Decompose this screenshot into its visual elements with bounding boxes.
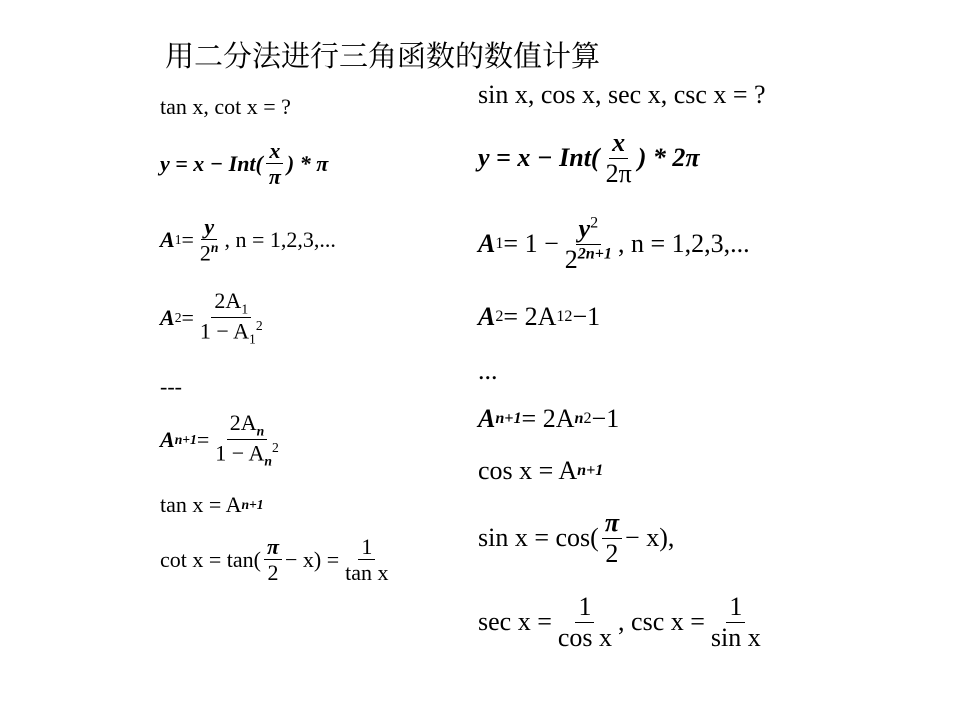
left-question [160,94,291,120]
right-y-rhs: ) * 2π [637,143,700,173]
left-cot-num: π [264,534,282,560]
left-a1-tail: , n = 1,2,3,... [224,226,336,252]
left-dots [160,374,182,400]
left-cot-den2: tan x [345,560,389,586]
left-an1-den-sup: 2 [271,440,279,456]
left-an1-lhs-sub: n+1 [174,431,197,447]
left-a2-fraction [197,288,266,347]
left-an1-eq: = [196,426,210,452]
right-a1-num-sup: 2 [590,214,599,232]
right-csc-num: 1 [726,592,745,623]
right-cos-lhs: cos x = A [478,456,578,485]
right-a1-lhs: A [478,229,496,259]
left-a1-fraction [197,214,222,266]
right-a2-eq: = 2A [503,302,557,331]
right-y-num: x [609,128,628,159]
left-an1-den [212,440,281,469]
right-a2-lhs-sub: 2 [495,308,504,325]
left-a1-den [197,240,222,266]
left-y-den: π [268,164,281,190]
slide-title: 用二分法进行三角函数的数值计算 [165,39,601,73]
right-question [478,80,766,110]
right-a1-num-base: y [578,214,591,243]
right-dots-text: ... [478,356,498,385]
left-a2-eq: = [181,304,194,330]
left-a2-num-sub: 1 [241,301,249,317]
left-a2-equation [160,288,269,347]
right-a1-den-base: 2 [564,244,578,274]
left-tan-sub: n+1 [241,497,264,512]
left-cot-den: 2 [267,560,279,586]
left-an1-den-sub: n [264,453,272,469]
right-a1-eq: = 1 − [503,229,559,259]
right-a2-sub: 1 [556,308,565,325]
right-y-den: 2π [605,158,632,188]
right-sec-lhs: sec x = [478,607,552,637]
left-cot-lhs: cot x = tan( [160,546,261,572]
left-a2-den [197,318,266,347]
left-y-fraction [266,138,284,190]
left-a1-lhs-sub: 1 [174,231,182,247]
left-a2-den-sub: 1 [249,331,256,347]
right-an1-eq: = 2A [521,404,575,433]
left-y-equation [160,138,328,190]
left-cot-equation [160,534,395,586]
right-sec-mid: , csc x = [618,607,705,637]
left-a1-den-base: 2 [199,240,211,266]
left-y-num: x [266,138,283,164]
right-sec-fraction [555,592,615,653]
right-csc-den: sin x [710,622,761,652]
left-a1-equation [160,214,336,266]
left-tan-lhs: tan x = A [160,492,242,517]
right-sin-lhs: sin x = cos( [478,523,599,553]
left-y-lhs: y = x − Int( [160,150,263,176]
left-a2-den-a: 1 − A [199,318,250,344]
right-a2-tail: −1 [572,302,601,331]
left-an1-fraction [212,410,281,469]
right-an1-sub: n [574,410,584,427]
right-a1-den [562,245,615,275]
left-cot-num2: 1 [358,534,375,560]
left-question-text: tan x, cot x = ? [160,94,291,119]
right-a2-sup: 2 [564,308,573,325]
left-a1-den-sup: n [210,240,219,256]
right-sin-tail: − x), [625,523,675,553]
right-y-lhs: y = x − Int( [478,143,600,173]
right-sin-equation [478,508,674,569]
left-a2-lhs-sub: 2 [174,309,182,325]
right-dots [478,356,498,386]
right-a1-tail: , n = 1,2,3,... [617,229,750,259]
left-a2-lhs: A [160,304,175,330]
right-question-text: sin x, cos x, sec x, csc x = ? [478,80,766,109]
right-sin-num: π [602,508,622,539]
right-sec-equation [478,592,767,653]
left-cot-fraction-1 [264,534,282,586]
right-a2-equation [478,302,600,332]
right-an1-equation [478,404,619,434]
right-a1-num [576,214,602,245]
left-y-rhs: ) * π [286,150,329,176]
right-cos-equation [478,456,603,486]
right-a1-equation [478,214,750,275]
right-csc-fraction [708,592,764,653]
right-an1-lhs-sub: n+1 [495,410,522,427]
left-an1-den-a: 1 − A [215,440,265,466]
right-sec-num: 1 [575,592,594,623]
right-sin-fraction [602,508,622,569]
right-cos-sub: n+1 [577,462,604,479]
right-a1-den-sup: 2n+1 [577,245,612,263]
left-an1-num-a: 2A [229,410,257,435]
right-y-fraction [603,128,635,189]
right-an1-sup: 2 [583,410,592,427]
left-a1-num: y [201,214,217,240]
right-an1-tail: −1 [591,404,620,433]
right-a2-lhs: A [478,302,496,331]
right-an1-lhs: A [478,404,496,433]
right-sec-den: cos x [557,622,613,652]
left-a1-lhs: A [160,226,175,252]
left-an1-num-sub: n [256,423,265,439]
left-a2-num-a: 2A [214,288,242,313]
right-a1-lhs-sub: 1 [495,235,504,253]
left-a1-eq: = [181,226,194,252]
left-an1-num [227,410,267,440]
right-a1-fraction [562,214,615,275]
left-a2-num [211,288,251,318]
right-y-equation [478,128,700,189]
right-sin-den: 2 [605,538,619,568]
left-dots-text: --- [160,374,182,399]
left-a2-den-sup: 2 [255,318,263,334]
left-an1-equation [160,410,285,469]
left-cot-mid: − x) = [285,546,340,572]
left-tan-equation [160,492,264,518]
left-cot-fraction-2 [342,534,391,586]
left-an1-lhs: A [160,426,175,452]
